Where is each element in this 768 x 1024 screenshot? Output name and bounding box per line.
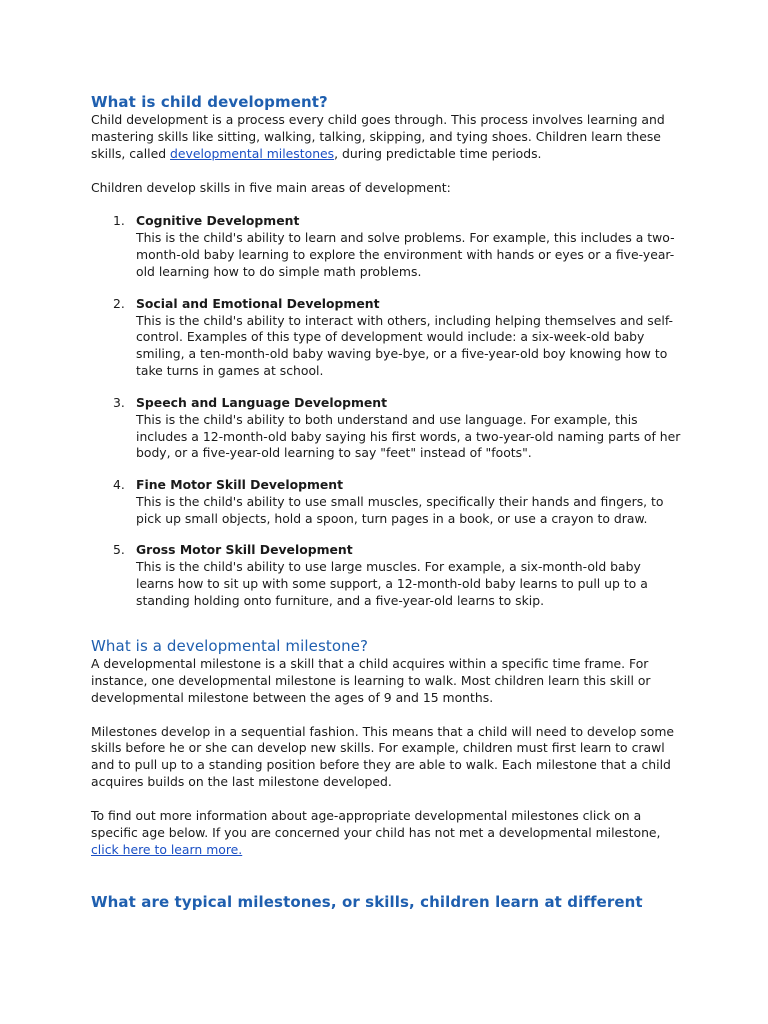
developmental-milestones-link[interactable]: developmental milestones: [170, 145, 335, 161]
list-item-title: Speech and Language Development: [136, 394, 388, 410]
list-item-title: Cognitive Development: [136, 213, 300, 229]
areas-intro-paragraph: Children develop skills in five main areas of development:: [91, 179, 451, 195]
milestone-text-before: To find out more information about age-appropriate developmental milestones click on a specific age below. If you are concerned your child has not met a developmental milestone,: [91, 808, 661, 840]
list-item-description: This is the child's ability to interact with others, including helping themselves and self-control. Examples of this type of development would include: a six-week-old baby smiling, a ten-month-old baby waving bye-bye, or a five-year-old boy knowing how to take turns in games at school.: [136, 312, 673, 379]
heading-developmental-milestone: What is a developmental milestone?: [91, 636, 369, 655]
list-item: [91, 296, 681, 381]
list-item: [91, 542, 681, 610]
list-item-title: Social and Emotional Development: [136, 295, 380, 311]
milestone-paragraph-2: Milestones develop in a sequential fashion. This means that a child will need to develop some skills before he or she can develop new skills. For example, children must first learn to crawl and to pull up to a standing position before they are able to walk. Each milestone that a child acquires builds on the last milestone developed.: [91, 723, 675, 790]
learn-more-link[interactable]: click here to learn more.: [91, 841, 243, 857]
list-item-number: 4.: [113, 476, 125, 492]
list-item-description: This is the child's ability to learn and solve problems. For example, this includes a two-month-old baby learning to explore the environment with hands or eyes or a five-year-old learning how to do simple math problems.: [136, 230, 675, 280]
intro-paragraph: [91, 112, 681, 163]
intro-text-before: Child development is a process every child goes through. This process involves learning and mastering skills like sitting, walking, talking, skipping, and tying shoes. Children learn these skills, called: [91, 112, 665, 161]
milestone-paragraph-1: A developmental milestone is a skill that a child acquires within a specific time frame. For instance, one developmental milestone is learning to walk. Most children learn this skill or developmental milestone between the ages of 9 and 15 months.: [91, 655, 651, 705]
list-item-number: 2.: [113, 295, 125, 311]
list-item-title: Gross Motor Skill Development: [136, 542, 353, 558]
list-item-number: 1.: [113, 213, 125, 229]
intro-text-after: , during predictable time periods.: [334, 145, 542, 161]
development-areas-list: [91, 213, 681, 610]
heading-child-development: What is child development?: [91, 93, 328, 111]
list-item-number: 5.: [113, 542, 125, 558]
article-content: [91, 92, 681, 912]
milestone-paragraph-3: [91, 808, 681, 859]
list-item: [91, 395, 681, 463]
list-item: [91, 213, 681, 281]
list-item-number: 3.: [113, 394, 125, 410]
list-item-title: Fine Motor Skill Development: [136, 476, 344, 492]
heading-typical-milestones: What are typical milestones, or skills, children learn at different: [91, 892, 643, 911]
list-item-description: This is the child's ability to both understand and use language. For example, this includes a 12-month-old baby saying his first words, a two-year-old naming parts of her body, or a five-year-old learning to say "feet" instead of "foots".: [136, 411, 681, 461]
list-item-description: This is the child's ability to use large muscles. For example, a six-month-old baby learns how to sit up with some support, a 12-month-old baby learns to pull up to a standing holding onto furniture, and a five-year-old learns to skip.: [136, 559, 648, 608]
list-item-description: This is the child's ability to use small muscles, specifically their hands and fingers, to pick up small objects, hold a spoon, turn pages in a book, or use a crayon to draw.: [136, 493, 664, 526]
list-item: [91, 477, 681, 528]
